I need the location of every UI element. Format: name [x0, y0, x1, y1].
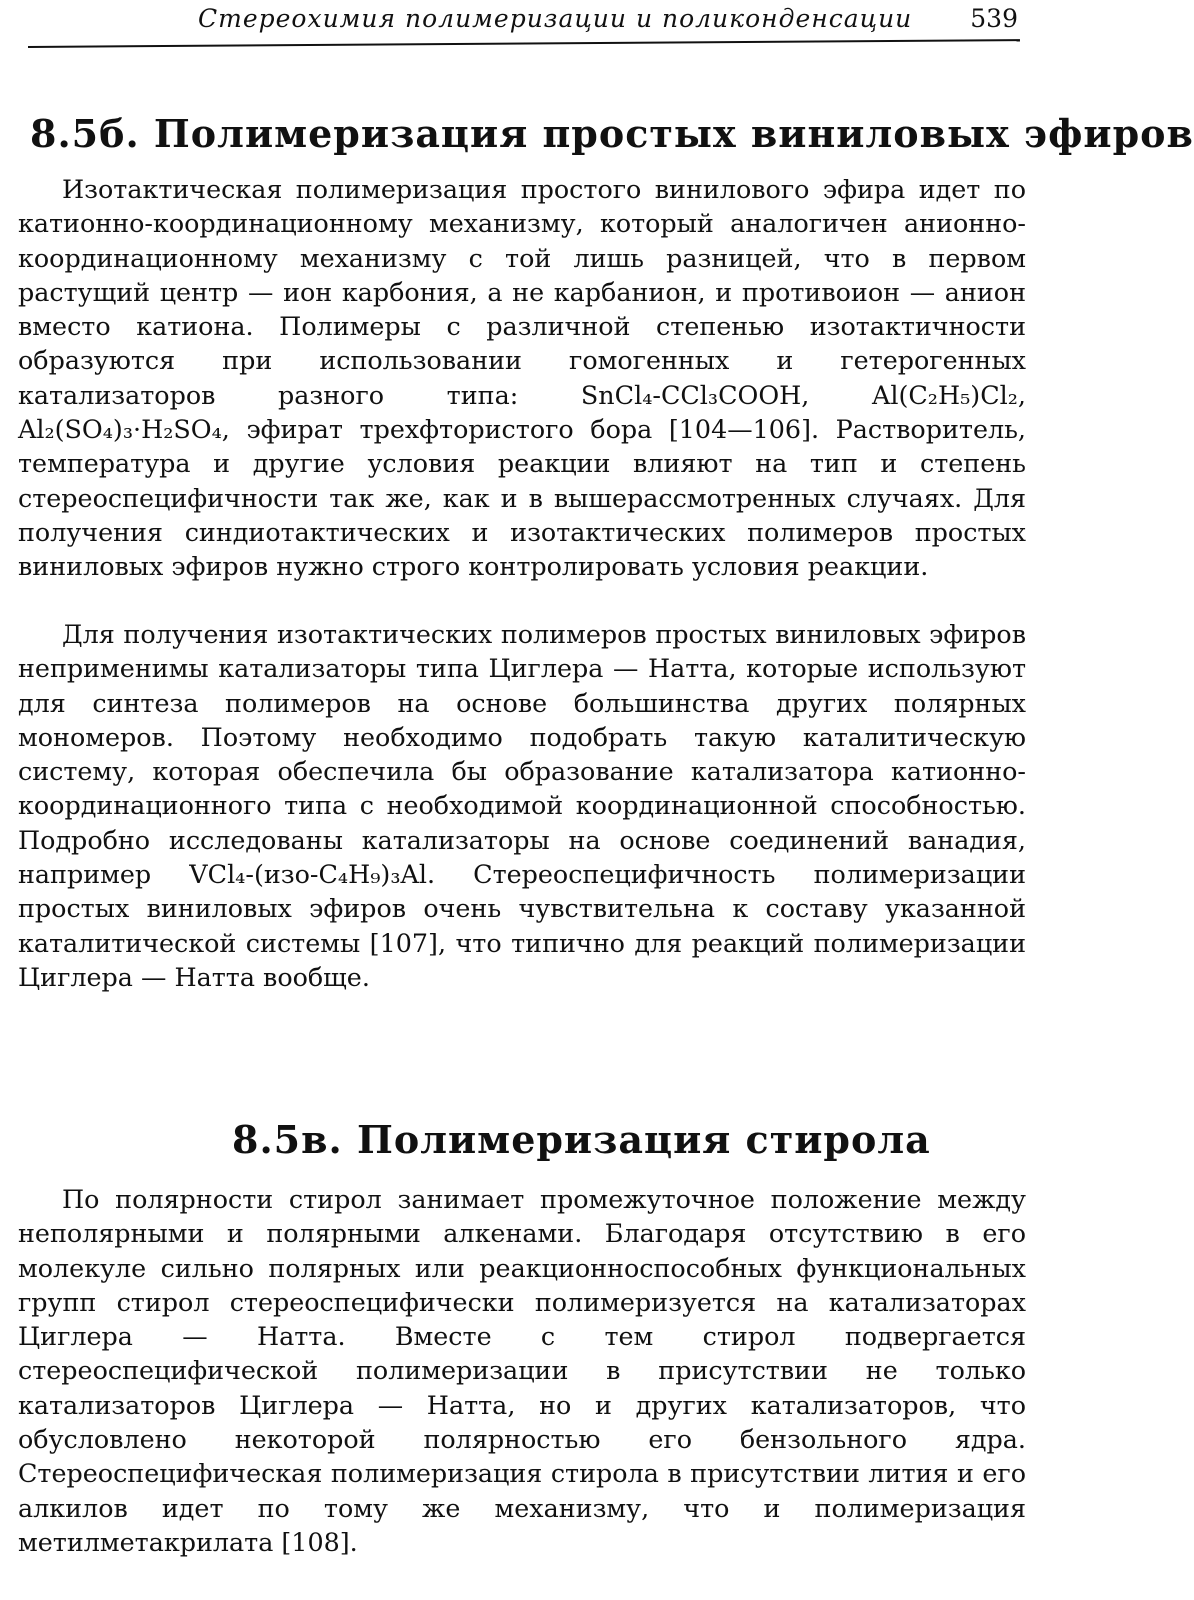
paragraph-text: Изотактическая полимеризация простого винилового эфира идет по катионно-координационному механизму, который аналогичен анионно-координационному механизму с той лишь разницей, что в первом растущий центр — ион карбония, а не карбанион, и противоион — анион вместо катиона. Полимеры с различной степенью изотактичности образуются при использовании гомогенных и гетерогенных катализаторов разного типа: SnCl₄-CCl₃COOH, Al(C₂H₅)Cl₂, Al₂(SO₄)₃·H₂SO₄, эфират трехфтористого бора [104—106]. Растворитель, температура и другие условия реакции влияют на тип и степень стереоспецифичности так же, как и в вышерассмотренных случаях. Для получения синдиотактических и изотактических полимеров простых виниловых эфиров нужно строго контролировать условия реакции.	[18, 174, 1026, 582]
running-header	[198, 4, 1018, 40]
paragraph	[18, 617, 1026, 994]
header-rule	[28, 39, 1020, 48]
page-number: 539	[970, 4, 1018, 33]
paragraph-text: По полярности стирол занимает промежуточное положение между неполярными и полярными алкенами. Благодаря отсутствию в его молекуле сильно полярных или реакционноспособных функциональных групп стирол стереоспецифически полимеризуется на катализаторах Циглера — Натта. Вместе с тем стирол подвергается стереоспецифической полимеризации в присутствии не только катализаторов Циглера — Натта, но и других катализаторов, что обусловлено некоторой полярностью его бензольного ядра. Стереоспецифическая полимеризация стирола в присутствии лития и его алкилов идет по тому же механизму, что и полимеризация метилметакрилата [108].	[18, 1184, 1026, 1557]
running-title: Стереохимия полимеризации и поликонденсации	[198, 4, 913, 33]
section-title-styrene: 8.5в. Полимеризация стирола	[232, 1117, 931, 1162]
paragraph	[18, 172, 1026, 584]
section-title-vinyl-ethers: 8.5б. Полимеризация простых виниловых эфиров	[30, 111, 1194, 156]
paragraph-text: Для получения изотактических полимеров простых виниловых эфиров неприменимы катализаторы типа Циглера — Натта, которые используют для синтеза полимеров на основе большинства других полярных мономеров. Поэтому необходимо подобрать такую каталитическую систему, которая обеспечила бы образование катализатора катионно-координационного типа с необходимой координационной способностью. Подробно исследованы катализаторы на основе соединений ванадия, например VCl₄-(изо-C₄H₉)₃Al. Стереоспецифичность полимеризации простых виниловых эфиров очень чувствительна к составу указанной каталитической системы [107], что типично для реакций полимеризации Циглера — Натта вообще.	[18, 619, 1026, 992]
paragraph	[18, 1182, 1026, 1559]
